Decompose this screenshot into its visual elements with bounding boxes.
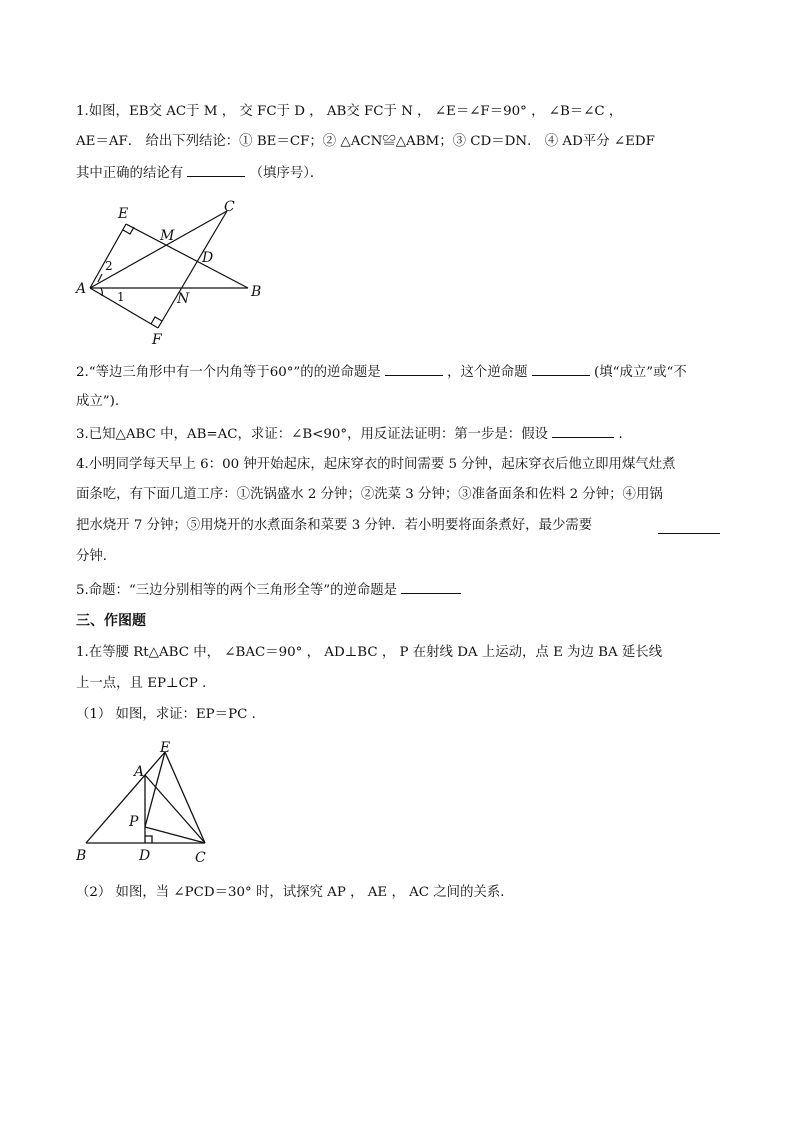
label-D: D bbox=[139, 848, 151, 864]
q4-line2: 面条吃，有下面几道工序：①洗锅盛水 2 分钟；②洗菜 3 分钟；③准备面条和佐料 2 分钟；④用锅 bbox=[76, 487, 663, 502]
q3-answer-blank[interactable] bbox=[552, 424, 614, 438]
q2-line2: 成立”). bbox=[76, 394, 120, 409]
q2-answer-blank-2[interactable] bbox=[532, 362, 590, 376]
q4-line4: 分钟． bbox=[76, 549, 117, 564]
label-B: B bbox=[251, 284, 262, 300]
label-N: N bbox=[177, 291, 190, 307]
s3-part1: （1） 如图，求证：EP＝PC ． bbox=[76, 707, 265, 722]
label-2: 2 bbox=[105, 259, 113, 273]
q2-line1-mid: ，这个逆命题 bbox=[447, 365, 528, 380]
section-heading: 三、作图题 bbox=[76, 613, 146, 629]
q1-line3-pre: 其中正确的结论有 bbox=[76, 166, 184, 181]
q4-line1: 4.小明同学每天早上 6：00 钟开始起床，起床穿衣的时间需要 5 分钟，起床穿衣后他立即用煤气灶煮 bbox=[76, 457, 676, 472]
angle-2-arc bbox=[98, 274, 102, 282]
segment-EC bbox=[165, 752, 205, 843]
q1-answer-blank[interactable] bbox=[187, 163, 245, 177]
q1-figure bbox=[72, 196, 272, 346]
q3-line1 bbox=[76, 424, 632, 444]
q4-answer-blank[interactable] bbox=[658, 520, 720, 534]
label-A: A bbox=[76, 281, 87, 297]
label-P: P bbox=[129, 814, 139, 830]
q5-answer-blank[interactable] bbox=[401, 580, 461, 594]
right-angle-E bbox=[123, 227, 134, 234]
q1-line2: AE＝AF． 给出下列结论：① BE＝CF；② △ACN≌△ABM；③ CD＝DN． ④ AD平分 ∠EDF bbox=[76, 134, 655, 149]
q2-line1 bbox=[76, 362, 687, 382]
q5-line1-pre: 5.命题：“三边分别相等的两个三角形全等”的逆命题是 bbox=[76, 583, 398, 598]
right-angle-D bbox=[145, 836, 152, 843]
q2-line1-post: (填“成立”或“不 bbox=[594, 365, 687, 380]
q3-line1-pre: 3.已知△ABC 中，AB=AC，求证：∠B<90°，用反证法证明：第一步是：假设 bbox=[76, 427, 548, 442]
q3-line1-post: ． bbox=[618, 427, 632, 442]
label-E: E bbox=[118, 206, 129, 222]
label-B: B bbox=[76, 848, 87, 864]
q1-line3-post: （填序号）． bbox=[249, 166, 324, 181]
q4-line3 bbox=[76, 517, 592, 535]
s3-p1-line1: 1.在等腰 Rt△ABC 中， ∠BAC＝90° ， AD⊥BC ， P 在射线 DA 上运动，点 E 为边 BA 延长线 bbox=[76, 645, 663, 660]
label-F: F bbox=[152, 332, 162, 346]
q2-answer-blank-1[interactable] bbox=[385, 362, 443, 376]
label-A: A bbox=[134, 764, 145, 780]
s3-p1-line2: 上一点，且 EP⊥CP ． bbox=[76, 676, 216, 691]
label-D: D bbox=[202, 250, 214, 266]
segment-PC bbox=[145, 827, 205, 843]
q1-line3 bbox=[76, 163, 323, 183]
label-E: E bbox=[160, 740, 171, 756]
s3-figure bbox=[72, 738, 222, 868]
s3-part2: （2） 如图，当 ∠PCD＝30° 时，试探究 AP ， AE ， AC 之间的关系． bbox=[76, 885, 514, 900]
q2-line1-pre: 2.“等边三角形中有一个内角等于60°”的的逆命题是 bbox=[76, 365, 381, 380]
label-C: C bbox=[224, 199, 235, 215]
q4-line3-pre: 把水烧开 7 分钟；⑤用烧开的水煮面条和菜要 3 分钟．若小明要将面条煮好，最少需要 bbox=[76, 518, 593, 533]
q1-line1: 1.如图，EB交 AC于 M ， 交 FC于 D ， AB交 FC于 N ， ∠E＝∠F＝90° ， ∠B＝∠C ， bbox=[76, 104, 623, 119]
label-M: M bbox=[160, 228, 175, 244]
segment-AC bbox=[145, 775, 205, 843]
label-C: C bbox=[195, 850, 206, 866]
label-1: 1 bbox=[117, 290, 125, 304]
q5-line1 bbox=[76, 580, 461, 600]
